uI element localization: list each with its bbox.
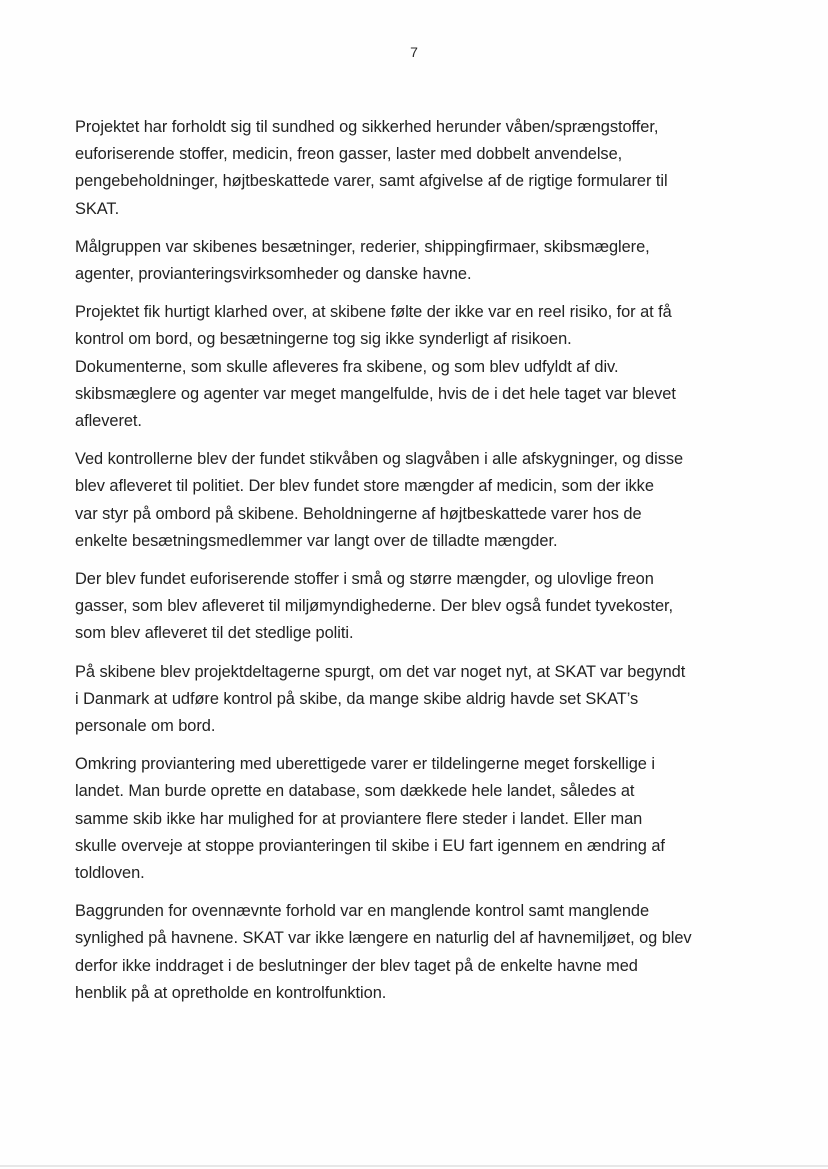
- paragraph-line: skulle overveje at stoppe provianteringen til skibe i EU fart igennem en ændring af: [75, 836, 665, 855]
- page-number: 7: [410, 44, 418, 60]
- paragraph-2: [75, 234, 755, 288]
- paragraph-line: Der blev fundet euforiserende stoffer i små og større mængder, og ulovlige freon: [75, 570, 654, 589]
- paragraph-line: toldloven.: [75, 864, 145, 883]
- paragraph-4: [75, 446, 755, 555]
- paragraph-line: enkelte besætningsmedlemmer var langt over de tilladte mængder.: [75, 531, 558, 550]
- paragraph-line: Dokumenterne, som skulle afleveres fra skibene, og som blev udfyldt af div.: [75, 357, 619, 376]
- paragraph-line: Omkring proviantering med uberettigede varer er tildelingerne meget forskellige i: [75, 755, 655, 774]
- paragraph-5: [75, 566, 755, 648]
- paragraph-line: Baggrunden for ovennævnte forhold var en manglende kontrol samt manglende: [75, 902, 650, 921]
- paragraph-line: henblik på at opretholde en kontrolfunktion.: [75, 983, 387, 1002]
- paragraph-7: [75, 751, 755, 887]
- paragraph-1: [75, 114, 755, 223]
- paragraph-line: blev afleveret til politiet. Der blev fundet store mængder af medicin, som der ikke: [75, 477, 654, 496]
- paragraph-line: personale om bord.: [75, 717, 216, 736]
- paragraph-line: landet. Man burde oprette en database, som dækkede hele landet, således at: [75, 782, 635, 801]
- paragraph-8: [75, 898, 755, 1007]
- paragraph-line: Ved kontrollerne blev der fundet stikvåben og slagvåben i alle afskygninger, og disse: [75, 450, 684, 469]
- paragraph-line: euforiserende stoffer, medicin, freon gasser, laster med dobbelt anvendelse,: [75, 145, 623, 164]
- paragraph-line: skibsmæglere og agenter var meget mangelfulde, hvis de i det hele taget var blevet: [75, 384, 676, 403]
- paragraph-line: samme skib ikke har mulighed for at proviantere flere steder i landet. Eller man: [75, 809, 643, 828]
- paragraph-line: derfor ikke inddraget i de beslutninger der blev taget på de enkelte havne med: [75, 956, 638, 975]
- paragraph-line: var styr på ombord på skibene. Beholdningerne af højtbeskattede varer hos de: [75, 504, 642, 523]
- paragraph-line: afleveret.: [75, 412, 142, 431]
- page-bottom-edge: [0, 1165, 828, 1167]
- paragraph-line: pengebeholdninger, højtbeskattede varer, samt afgivelse af de rigtige formularer til: [75, 172, 668, 191]
- paragraph-line: På skibene blev projektdeltagerne spurgt, om det var noget nyt, at SKAT var begyndt: [75, 662, 686, 681]
- paragraph-line: Projektet har forholdt sig til sundhed og sikkerhed herunder våben/sprængstoffer,: [75, 118, 659, 136]
- paragraph-line: i Danmark at udføre kontrol på skibe, da mange skibe aldrig havde set SKAT’s: [75, 689, 639, 708]
- paragraph-3: [75, 299, 755, 435]
- paragraph-line: kontrol om bord, og besætningerne tog sig ikke synderligt af risikoen.: [75, 330, 572, 349]
- paragraph-line: som blev afleveret til det stedlige politi.: [75, 624, 354, 643]
- body-text: [75, 114, 755, 1018]
- paragraph-line: Målgruppen var skibenes besætninger, rederier, shippingfirmaer, skibsmæglere,: [75, 237, 650, 256]
- paragraph-line: synlighed på havnene. SKAT var ikke længere en naturlig del af havnemiljøet, og blev: [75, 929, 692, 948]
- paragraph-line: gasser, som blev afleveret til miljømyndighederne. Der blev også fundet tyvekoster,: [75, 597, 674, 616]
- paragraph-line: Projektet fik hurtigt klarhed over, at skibene følte der ikke var en reel risiko, for at få: [75, 303, 672, 322]
- paragraph-line: SKAT.: [75, 199, 120, 218]
- paragraph-line: agenter, provianteringsvirksomheder og danske havne.: [75, 265, 472, 284]
- paragraph-6: [75, 659, 755, 741]
